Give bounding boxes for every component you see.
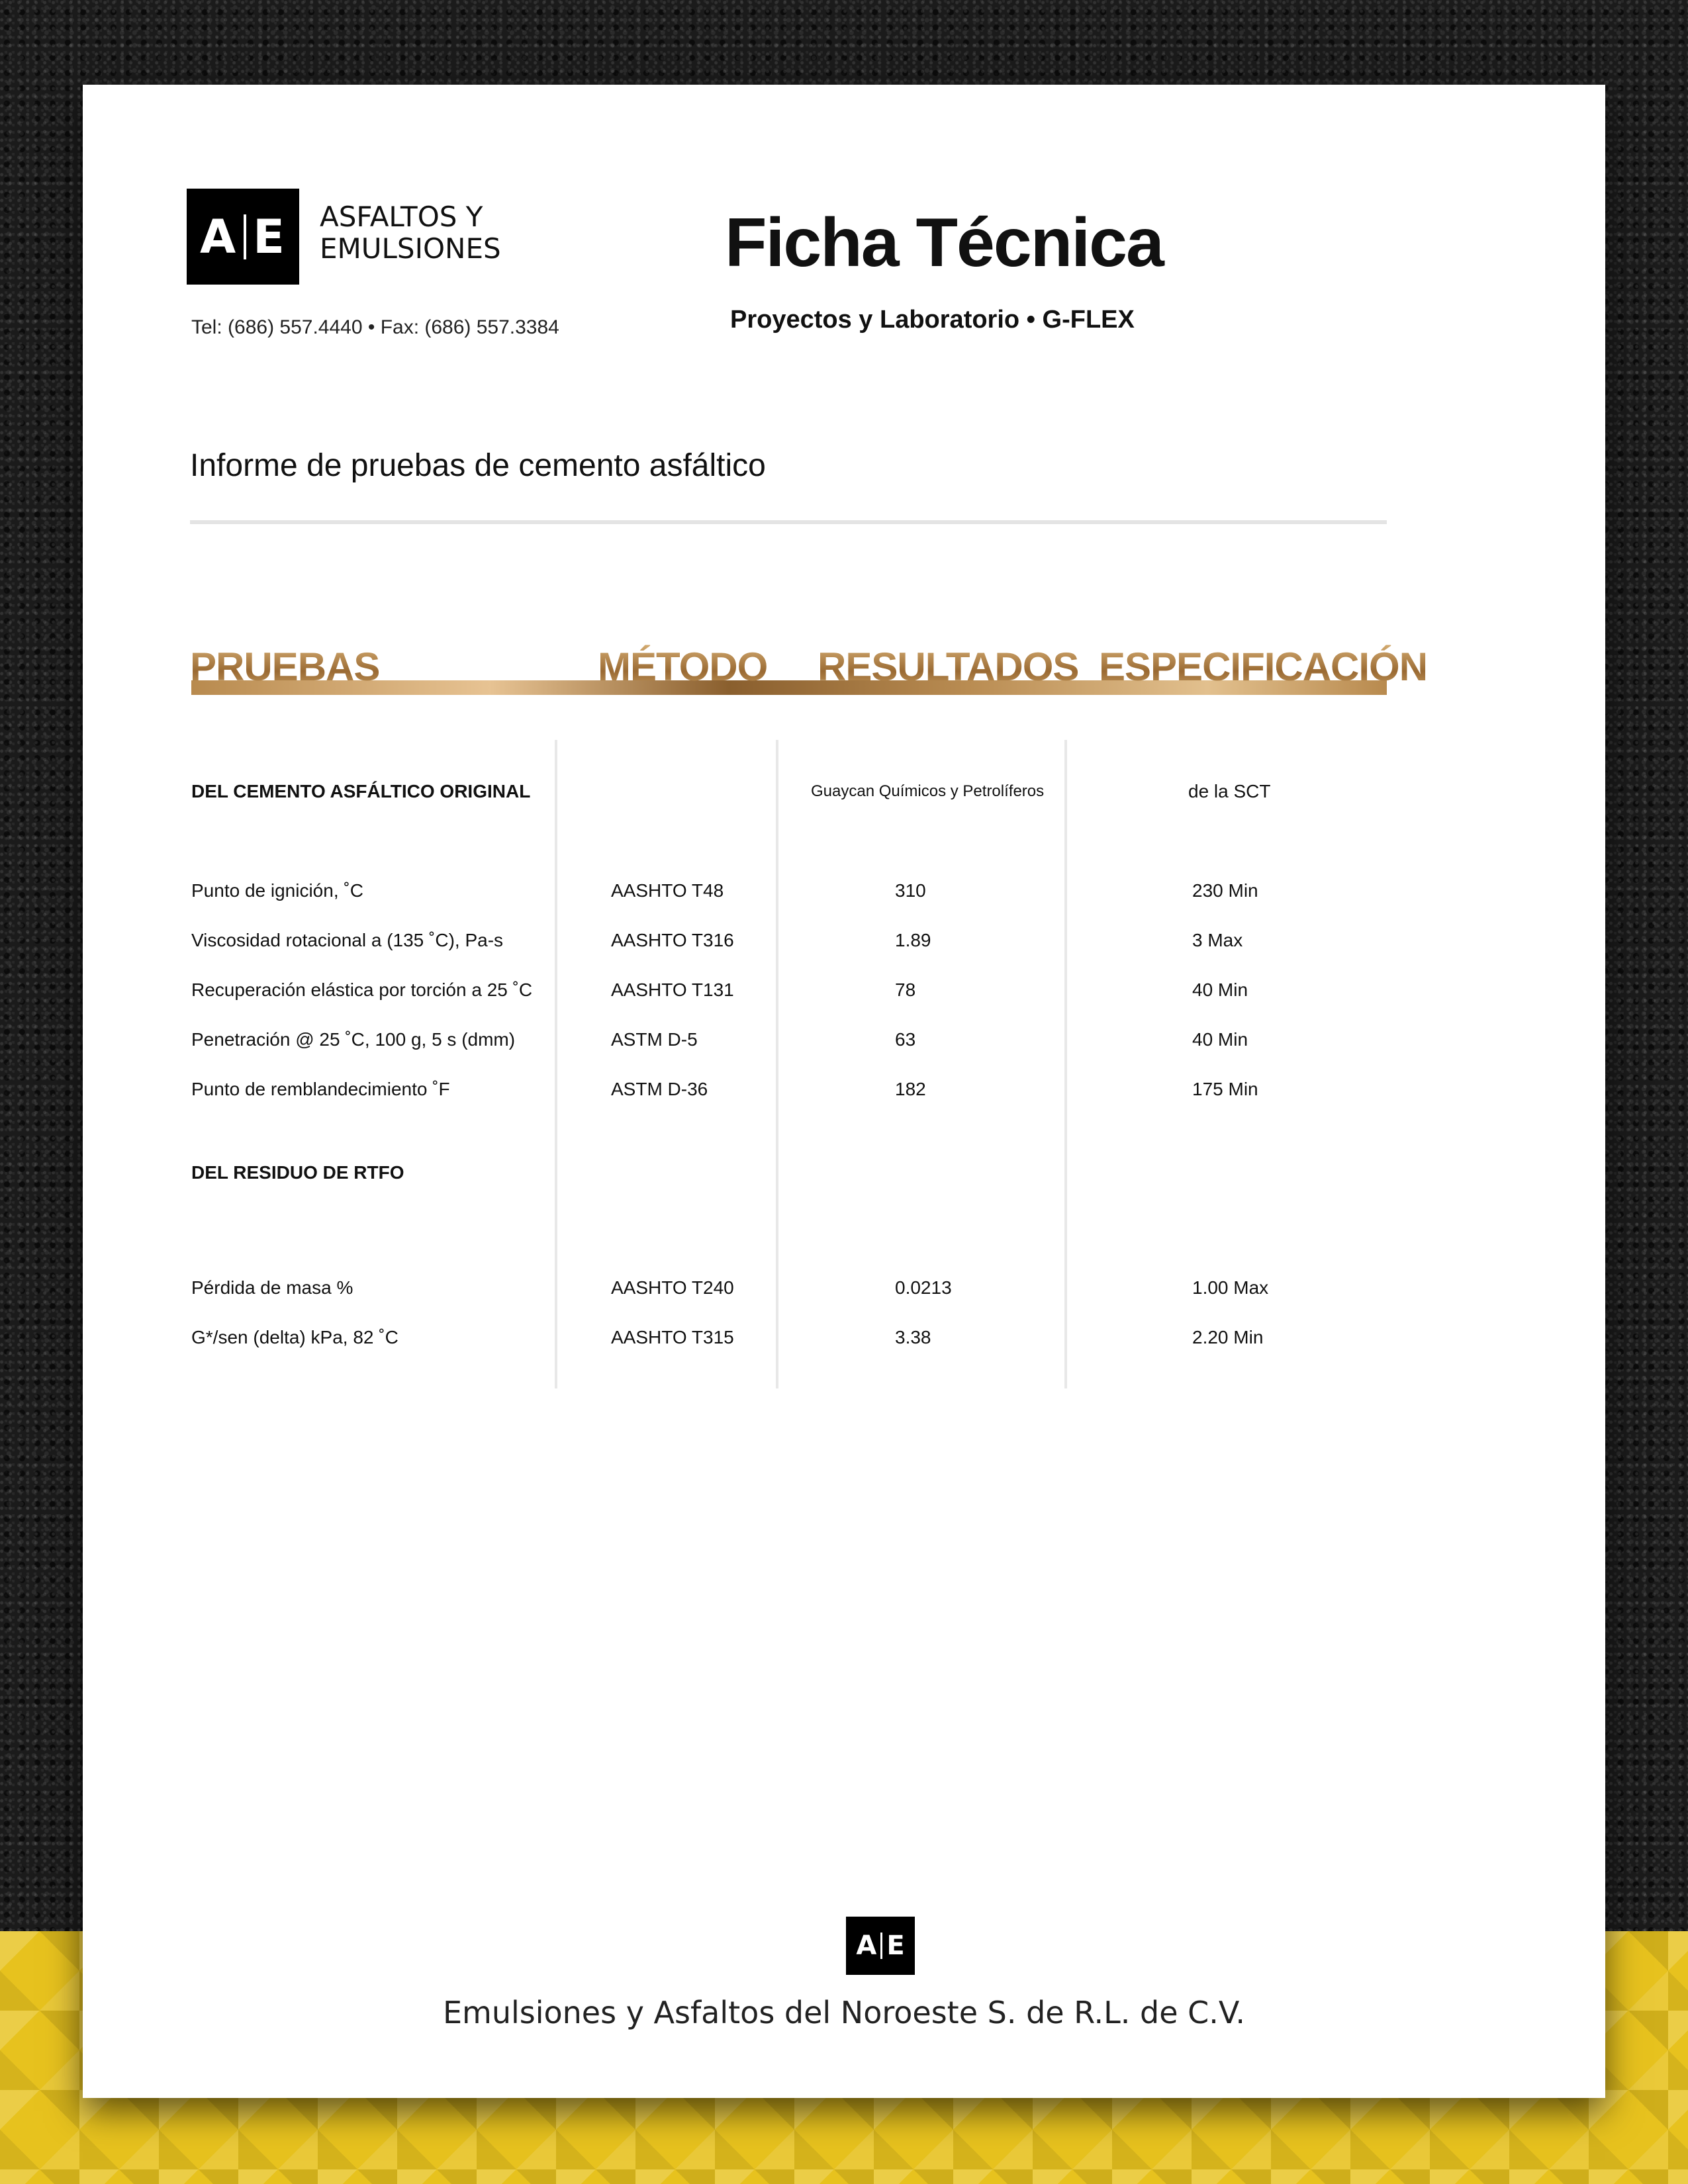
test-result: 3.38 <box>895 1327 931 1347</box>
column-header-resultados: RESULTADOS <box>818 645 1079 689</box>
test-spec: 1.00 Max <box>1192 1277 1269 1298</box>
results-source-note: Guaycan Químicos y Petrolíferos <box>811 782 1045 800</box>
test-spec: 2.20 Min <box>1192 1327 1264 1347</box>
document-subtitle: Proyectos y Laboratorio • G-FLEX <box>730 306 1135 334</box>
test-method: AASHTO T316 <box>611 930 734 950</box>
test-result: 78 <box>895 979 916 1000</box>
test-method: AASHTO T131 <box>611 979 734 1000</box>
test-result: 310 <box>895 880 926 901</box>
test-name: Pérdida de masa % <box>191 1277 353 1298</box>
column-separator <box>776 740 778 1388</box>
document-page <box>83 85 1605 2098</box>
test-name: Punto de remblandecimiento ˚F <box>191 1079 450 1099</box>
test-name: Recuperación elástica por torción a 25 ˚C <box>191 979 533 1000</box>
footer-logo-letter-e: E <box>886 1931 905 1961</box>
test-result: 1.89 <box>895 930 931 950</box>
footer-logo-letter-a: A <box>856 1931 877 1961</box>
test-spec: 175 Min <box>1192 1079 1258 1099</box>
test-method: ASTM D-36 <box>611 1079 708 1099</box>
test-method: ASTM D-5 <box>611 1029 698 1050</box>
column-header-especificacion: ESPECIFICACIÓN <box>1099 645 1428 689</box>
document-title: Ficha Técnica <box>725 205 1163 281</box>
test-spec: 40 Min <box>1192 979 1248 1000</box>
title-divider <box>190 520 1387 524</box>
brand-line-2: EMULSIONES <box>320 232 501 265</box>
company-logo <box>187 189 299 285</box>
test-name: Viscosidad rotacional a (135 ˚C), Pa-s <box>191 930 504 950</box>
spec-source-note: de la SCT <box>1188 781 1271 801</box>
brand-name <box>320 201 501 265</box>
test-result: 0.0213 <box>895 1277 952 1298</box>
footer-logo <box>846 1917 915 1975</box>
contact-info: Tel: (686) 557.4440 • Fax: (686) 557.3384 <box>191 316 559 338</box>
brand-line-1: ASFALTOS Y <box>320 201 483 233</box>
test-method: AASHTO T48 <box>611 880 724 901</box>
column-header-metodo: MÉTODO <box>598 645 768 689</box>
test-name: Punto de ignición, ˚C <box>191 880 363 901</box>
test-spec: 3 Max <box>1192 930 1243 950</box>
column-header-pruebas: PRUEBAS <box>190 645 380 689</box>
test-spec: 40 Min <box>1192 1029 1248 1050</box>
logo-divider <box>244 214 246 259</box>
test-result: 63 <box>895 1029 916 1050</box>
test-result: 182 <box>895 1079 926 1099</box>
footer-logo-divider <box>880 1933 882 1959</box>
report-title: Informe de pruebas de cemento asfáltico <box>190 448 766 483</box>
test-name: G*/sen (delta) kPa, 82 ˚C <box>191 1327 399 1347</box>
test-method: AASHTO T315 <box>611 1327 734 1347</box>
test-spec: 230 Min <box>1192 880 1258 901</box>
logo-letter-e: E <box>253 209 286 264</box>
test-name: Penetración @ 25 ˚C, 100 g, 5 s (dmm) <box>191 1029 516 1050</box>
column-separator <box>1064 740 1067 1388</box>
test-method: AASHTO T240 <box>611 1277 734 1298</box>
section-label-original: DEL CEMENTO ASFÁLTICO ORIGINAL <box>191 781 531 801</box>
footer-company-name: Emulsiones y Asfaltos del Noroeste S. de R.L. de C.V. <box>442 1995 1246 2030</box>
section-label-rtfo: DEL RESIDUO DE RTFO <box>191 1162 404 1183</box>
column-separator <box>555 740 557 1388</box>
logo-letter-a: A <box>199 209 238 264</box>
